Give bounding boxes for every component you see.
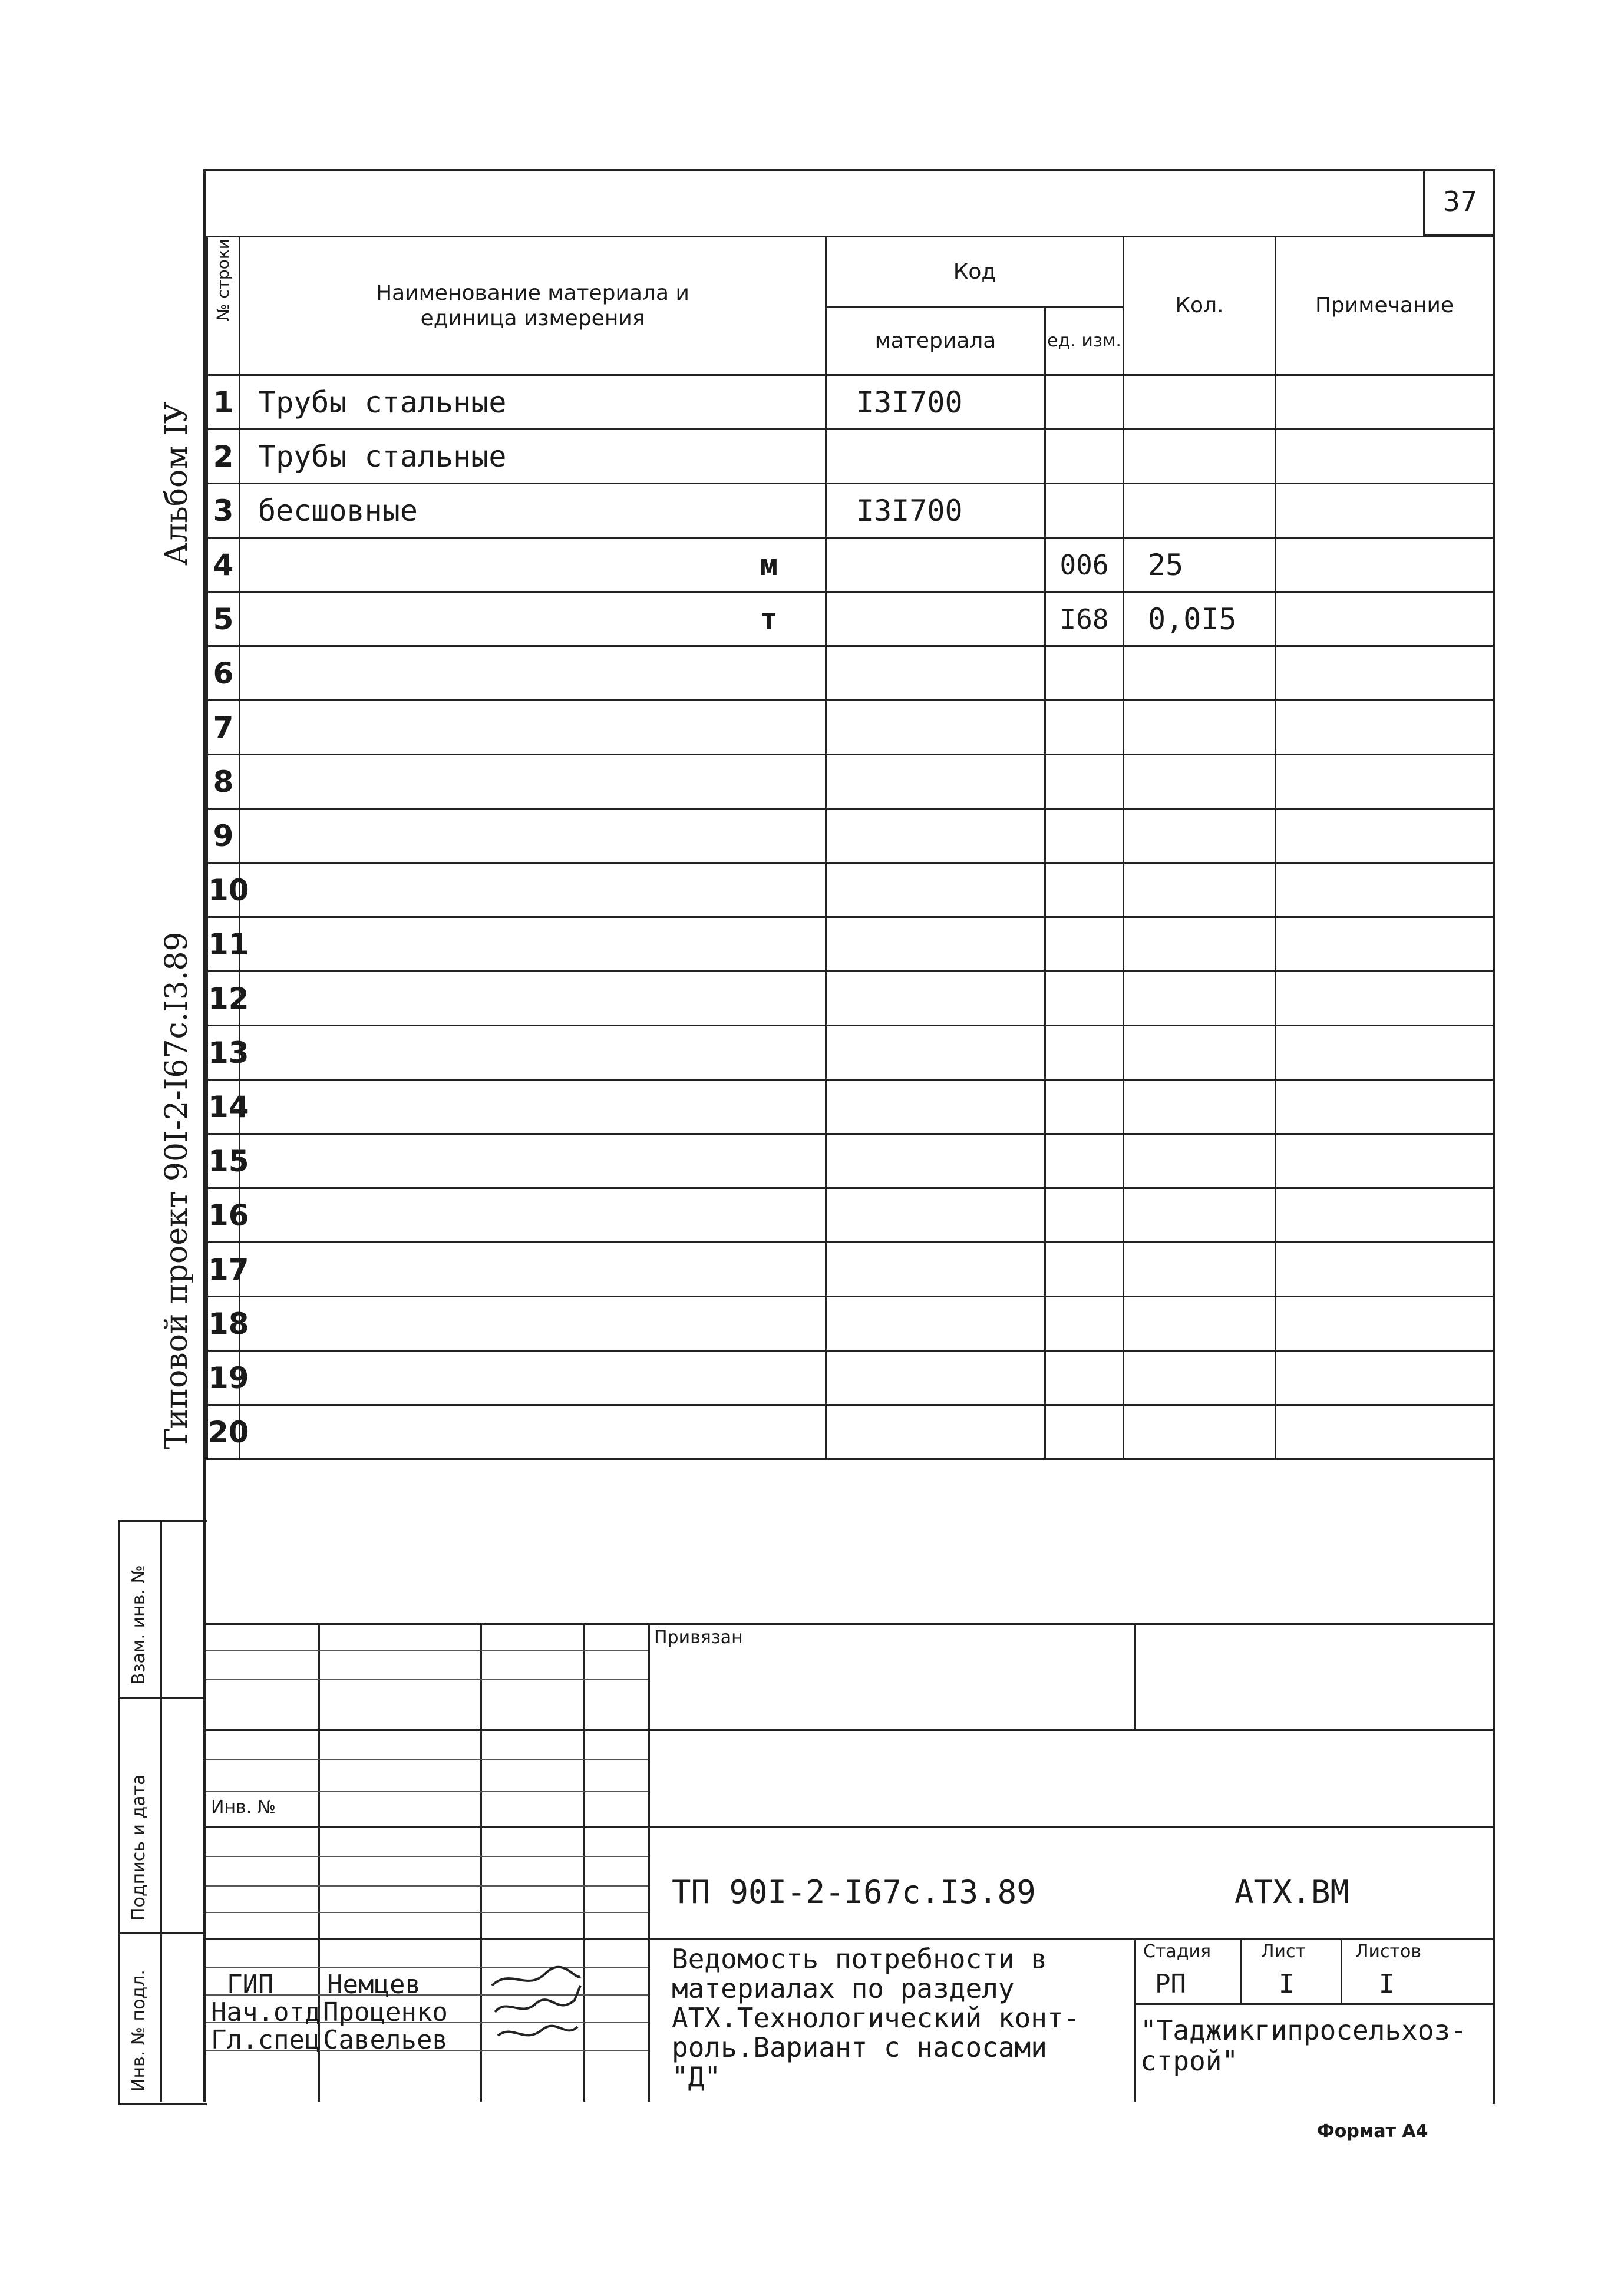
note [1276,1405,1494,1459]
quantity [1124,755,1276,809]
title-block-hline [1134,2003,1493,2005]
person-name: Проценко [323,1997,448,2027]
table-row [207,755,1494,809]
title-block-vline [648,1623,650,2102]
material-name-text: Трубы стальные [258,385,507,419]
material-name [240,375,826,430]
title-block-hline [206,1912,648,1913]
table-row [207,1080,1494,1134]
row-number: 15 [207,1134,240,1188]
doc-title-line: Ведомость потребности в [672,1943,1047,1975]
material-name [240,1134,826,1188]
unit-code [1045,755,1124,809]
row-number: 18 [207,1297,240,1351]
doc-title [672,1944,1080,2092]
side-label-podpis: Подпись и дата [128,1774,149,1921]
row-number: 8 [207,755,240,809]
doc-title-line: АТХ.Технологический конт- [672,2002,1080,2034]
row-number: 11 [207,917,240,972]
quantity [1124,375,1276,430]
row-number: 3 [207,484,240,538]
stage-label: Стадия [1143,1941,1212,1962]
row-number: 20 [207,1405,240,1459]
material-code [826,972,1045,1026]
material-code [826,755,1045,809]
quantity [1124,430,1276,484]
note [1276,972,1494,1026]
doc-title-line: материалах по разделу [672,1973,1015,2004]
title-block-vline [1341,1938,1342,2003]
table-row [207,1351,1494,1405]
row-number: 1 [207,375,240,430]
material-name [240,430,826,484]
row-number: 14 [207,1080,240,1134]
material-unit: т [760,602,778,636]
quantity [1124,1405,1276,1459]
project-label: Типовой проект 90I-2-I67c.I3.89 [159,931,194,1449]
table-row [207,917,1494,972]
row-number: 6 [207,646,240,701]
material-name [240,1405,826,1459]
unit-code [1045,1026,1124,1080]
title-block-hline [206,1856,648,1857]
signature-drawing [486,1962,586,2050]
unit-code [1045,701,1124,755]
spec-table [206,236,1494,1460]
note [1276,1297,1494,1351]
title-block-hline [206,1650,648,1651]
quantity [1124,1297,1276,1351]
unit-code [1045,1297,1124,1351]
material-code [826,809,1045,863]
organization-line: "Таджикгипросельхоз- [1140,2014,1467,2046]
material-name [240,972,826,1026]
row-number: 2 [207,430,240,484]
title-block-vline [1134,1623,1136,1729]
material-name [240,1026,826,1080]
row-number: 7 [207,701,240,755]
quantity [1124,1026,1276,1080]
quantity [1124,646,1276,701]
note [1276,1243,1494,1297]
unit-code [1045,646,1124,701]
material-name [240,646,826,701]
quantity [1124,1134,1276,1188]
quantity [1124,972,1276,1026]
table-row [207,646,1494,701]
sheet-value: I [1279,1969,1295,1999]
unit-code [1045,1134,1124,1188]
row-number: 17 [207,1243,240,1297]
row-number: 9 [207,809,240,863]
table-row [207,1188,1494,1243]
table-row [207,538,1494,592]
material-code [826,646,1045,701]
unit-code [1045,1188,1124,1243]
quantity [1124,809,1276,863]
note [1276,1188,1494,1243]
doc-title-line: роль.Вариант с насосами [672,2031,1047,2063]
row-number: 12 [207,972,240,1026]
format-label: Формат А4 [1317,2121,1428,2142]
quantity [1124,1243,1276,1297]
material-name [240,592,826,646]
table-row [207,1243,1494,1297]
row-number: 13 [207,1026,240,1080]
table-row [207,1026,1494,1080]
material-code [826,917,1045,972]
sheets-value: I [1379,1969,1395,1999]
quantity: 25 [1124,538,1276,592]
doc-title-line: "Д" [672,2061,721,2093]
title-block-hline [206,1791,648,1792]
header-name: Наименование материала и единица измерения [240,237,826,375]
material-name [240,863,826,917]
title-block-vline [1240,1938,1242,2003]
row-number: 10 [207,863,240,917]
title-block-hline [206,1759,648,1760]
doc-suffix: АТХ.ВМ [1234,1874,1350,1911]
sheets-label: Листов [1355,1941,1422,1962]
table-row [207,1297,1494,1351]
unit-code [1045,1080,1124,1134]
material-name [240,917,826,972]
side-divider [160,1520,162,2102]
stage-value: РП [1155,1969,1186,1999]
material-code [826,1026,1045,1080]
doc-code: ТП 90I-2-I67c.I3.89 [672,1874,1036,1911]
material-name [240,1188,826,1243]
table-row [207,592,1494,646]
table-row [207,863,1494,917]
side-label-vzam: Взам. инв. № [128,1565,149,1685]
quantity [1124,701,1276,755]
note [1276,755,1494,809]
quantity [1124,863,1276,917]
material-code [826,1405,1045,1459]
header-note: Примечание [1276,237,1494,375]
title-block-hline [206,1826,1493,1828]
title-block-vline [480,1623,482,2102]
quantity [1124,1188,1276,1243]
material-code [826,1134,1045,1188]
material-code [826,1297,1045,1351]
row-number: 5 [207,592,240,646]
sheet-label: Лист [1261,1941,1306,1962]
page-number: 37 [1423,169,1495,236]
row-number: 4 [207,538,240,592]
material-code: I3I700 [826,375,1045,430]
table-row [207,484,1494,538]
material-code [826,701,1045,755]
person-role: Нач.отд [211,1997,321,2027]
material-name [240,538,826,592]
organization-line: строй" [1140,2045,1239,2077]
table-row [207,1405,1494,1459]
unit-code [1045,484,1124,538]
note [1276,1134,1494,1188]
note [1276,863,1494,917]
unit-code [1045,375,1124,430]
note [1276,1026,1494,1080]
quantity [1124,1080,1276,1134]
note [1276,917,1494,972]
material-code [826,1188,1045,1243]
table-row [207,701,1494,755]
unit-code [1045,972,1124,1026]
material-code [826,538,1045,592]
quantity [1124,484,1276,538]
header-code-material: материала [826,308,1045,375]
table-row [207,809,1494,863]
person-name: Савельев [323,2025,448,2055]
material-name [240,484,826,538]
title-block-top [206,1623,1493,1625]
header-code-unit: ед. изм. [1045,308,1124,375]
table-row [207,972,1494,1026]
privyazan-label: Привязан [654,1627,743,1648]
material-code [826,1351,1045,1405]
material-code [826,430,1045,484]
table-row [207,430,1494,484]
material-code [826,1080,1045,1134]
quantity: 0,0I5 [1124,592,1276,646]
material-name [240,809,826,863]
quantity [1124,1351,1276,1405]
unit-code [1045,809,1124,863]
person-role: ГИП [227,1970,274,2000]
note [1276,646,1494,701]
person-name: Немцев [327,1970,421,2000]
note [1276,538,1494,592]
title-block-vline [1134,1938,1136,2102]
organization [1140,2015,1467,2076]
material-code [826,1243,1045,1297]
unit-code [1045,1405,1124,1459]
material-name [240,755,826,809]
material-unit: м [760,547,778,582]
title-block-hline [206,1885,648,1887]
note [1276,1080,1494,1134]
title-block-hline [206,1729,1493,1731]
note [1276,430,1494,484]
material-name [240,1297,826,1351]
material-code: I3I700 [826,484,1045,538]
unit-code [1045,430,1124,484]
note [1276,375,1494,430]
material-name-text: Трубы стальные [258,439,507,474]
unit-code [1045,1351,1124,1405]
unit-code [1045,917,1124,972]
title-block-hline [206,1679,648,1680]
unit-code [1045,1243,1124,1297]
note [1276,701,1494,755]
material-name [240,1243,826,1297]
header-code: Код [826,237,1124,308]
unit-code [1045,863,1124,917]
quantity [1124,917,1276,972]
material-code [826,592,1045,646]
note [1276,1351,1494,1405]
unit-code: I68 [1045,592,1124,646]
material-name [240,1080,826,1134]
table-row [207,375,1494,430]
material-name [240,701,826,755]
table-row [207,1134,1494,1188]
material-name-text: бесшовные [258,493,418,528]
person-role: Гл.спец [211,2025,321,2055]
note [1276,592,1494,646]
row-number: 19 [207,1351,240,1405]
inv-no-label: Инв. № [211,1797,276,1818]
title-block-hline [206,1938,1493,1940]
album-label: Альбом IУ [159,401,194,566]
side-label-inv-podl: Инв. № подл. [128,1970,149,2092]
note [1276,809,1494,863]
header-qty: Кол. [1124,237,1276,375]
unit-code: 006 [1045,538,1124,592]
note [1276,484,1494,538]
row-number: 16 [207,1188,240,1243]
material-name [240,1351,826,1405]
header-row-no: № строки [207,237,240,375]
material-code [826,863,1045,917]
